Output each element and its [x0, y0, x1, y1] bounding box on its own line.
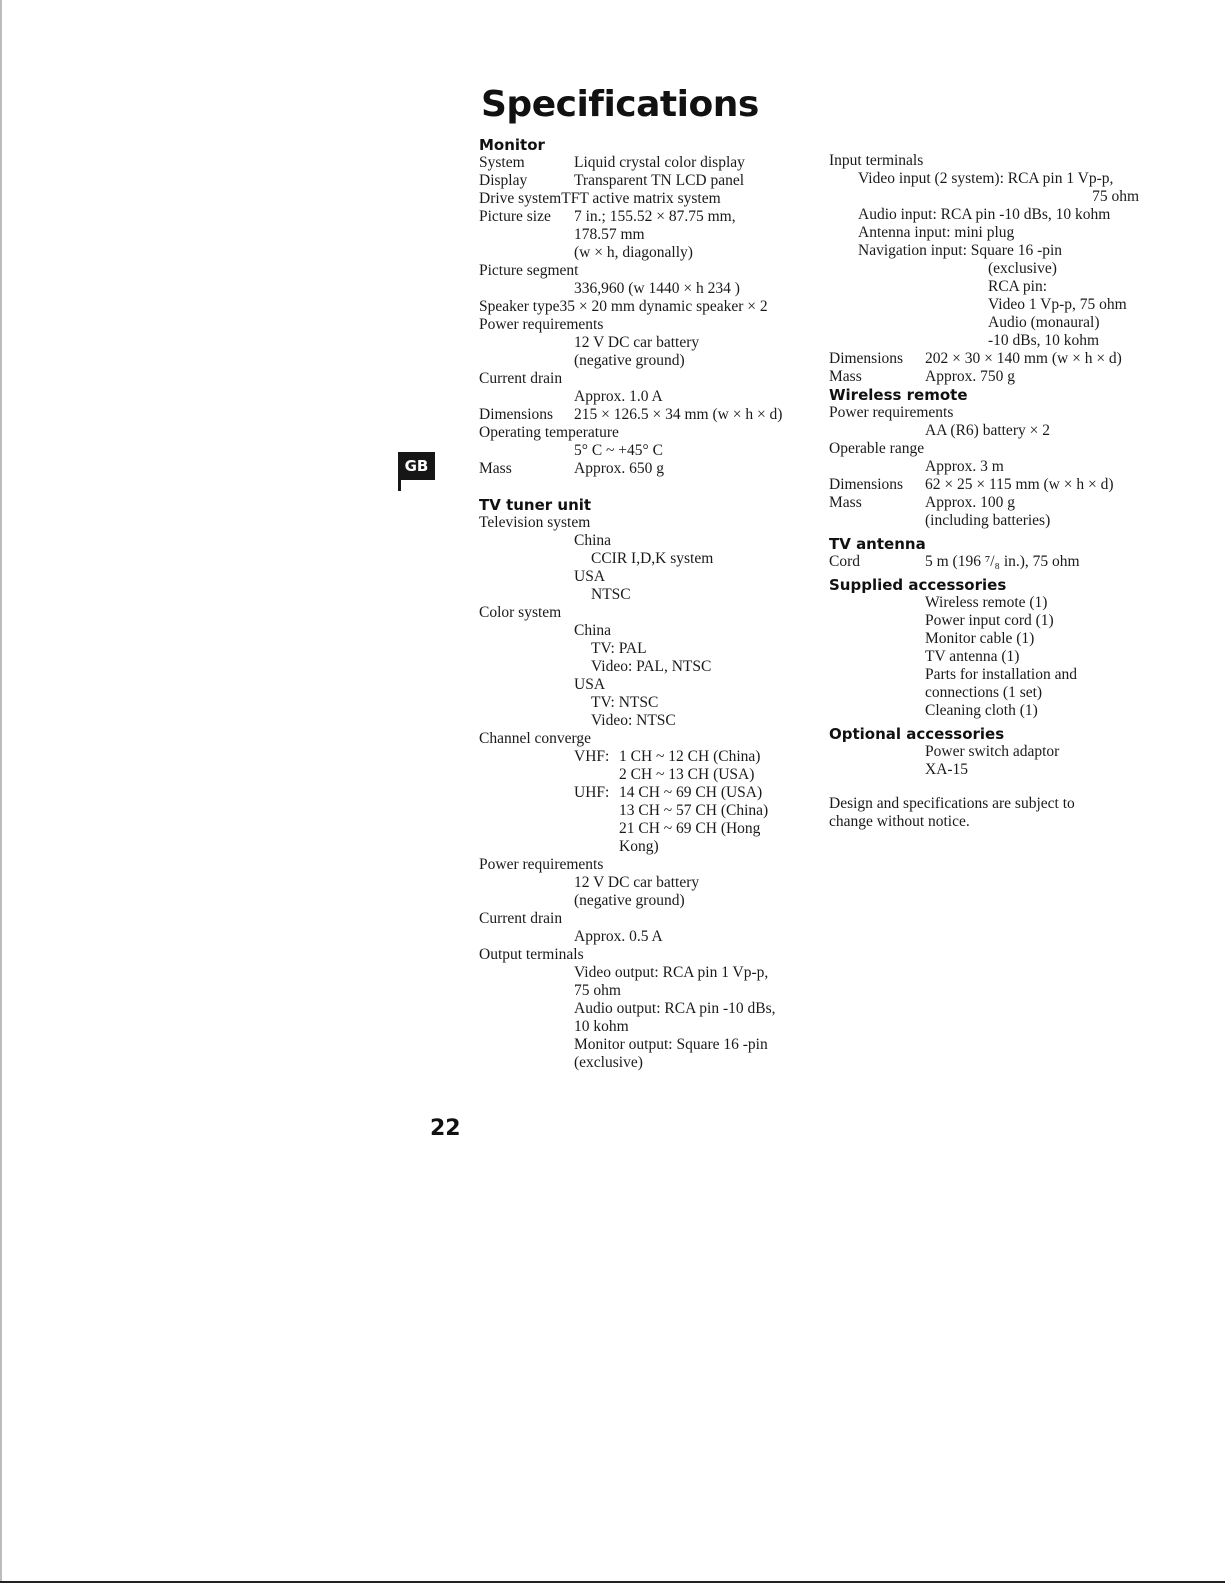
spec-value: Audio output: RCA pin -10 dBs, [574, 1000, 776, 1017]
supplied-heading: Supplied accessories [829, 576, 1007, 594]
right-column [829, 152, 1149, 831]
spec-row [479, 406, 824, 424]
spec-label: UHF: [574, 784, 610, 801]
spec-value: 10 kohm [574, 1018, 629, 1035]
spec-row [479, 154, 824, 172]
spec-value: Video 1 Vp-p, 75 ohm [988, 296, 1127, 313]
spec-label: Mass [479, 460, 512, 477]
spec-value: 13 CH ~ 57 CH (China) [619, 802, 769, 819]
spec-value: TV: PAL [591, 640, 647, 657]
spec-label: Operating temperature [479, 424, 619, 441]
list-item: Wireless remote (1) [925, 594, 1048, 611]
spec-row [829, 350, 1149, 368]
spec-value: 35 × 20 mm dynamic speaker × 2 [559, 298, 768, 315]
list-item: TV antenna (1) [925, 648, 1020, 665]
list-item: Monitor cable (1) [925, 630, 1035, 647]
spec-value: 7 in.; 155.52 × 87.75 mm, [574, 208, 736, 225]
spec-value: Approx. 650 g [574, 460, 664, 477]
monitor-heading: Monitor [479, 136, 545, 154]
spec-value: TFT active matrix system [561, 190, 721, 207]
spec-value: CCIR I,D,K system [591, 550, 714, 567]
spec-label: Television system [479, 514, 591, 531]
spec-label: Speaker type [479, 298, 560, 315]
spec-label: Dimensions [829, 476, 904, 493]
spec-label: Picture size [479, 208, 551, 225]
spec-value: Audio (monaural) [988, 314, 1100, 331]
spec-value: USA [574, 676, 606, 693]
spec-value: Liquid crystal color display [574, 154, 745, 171]
spec-label: Cord [829, 553, 860, 570]
spec-label: System [479, 154, 525, 171]
spec-value: NTSC [591, 586, 631, 603]
spec-value: 12 V DC car battery [574, 334, 700, 351]
spec-row [479, 748, 824, 766]
spec-value: Video: PAL, NTSC [591, 658, 712, 675]
spec-value: 21 CH ~ 69 CH (Hong [619, 820, 761, 837]
tuner-heading: TV tuner unit [479, 496, 592, 514]
spec-value: Approx. 100 g [925, 494, 1015, 511]
spec-row [479, 208, 824, 226]
spec-value: 12 V DC car battery [574, 874, 700, 891]
spec-row [829, 494, 1149, 512]
spec-value: Approx. 1.0 A [574, 388, 663, 405]
spec-label: Power requirements [479, 856, 604, 873]
spec-value: RCA pin: [988, 278, 1048, 295]
spec-label: Dimensions [479, 406, 554, 423]
list-item: Parts for installation and [925, 666, 1077, 683]
spec-value: (exclusive) [988, 260, 1057, 277]
spec-value: China [574, 532, 612, 549]
page-title: Specifications [481, 84, 759, 125]
spec-value: (negative ground) [574, 352, 685, 369]
page-left-edge [0, 0, 2, 1583]
spec-value: AA (R6) battery × 2 [925, 422, 1050, 439]
spec-row [829, 476, 1149, 494]
spec-value: 75 ohm [574, 982, 621, 999]
spec-value: 5° C ~ +45° C [574, 442, 663, 459]
spec-row [479, 298, 824, 316]
spec-value: 215 × 126.5 × 34 mm (w × h × d) [574, 406, 783, 423]
spec-row [479, 172, 824, 190]
spec-value: (negative ground) [574, 892, 685, 909]
spec-label: Picture segment [479, 262, 579, 279]
list-item: XA-15 [925, 761, 969, 778]
spec-label: Dimensions [829, 350, 904, 367]
spec-value: (exclusive) [574, 1054, 643, 1071]
spec-value: 14 CH ~ 69 CH (USA) [619, 784, 763, 801]
spec-value: 202 × 30 × 140 mm (w × h × d) [925, 350, 1122, 367]
spec-label: Output terminals [479, 946, 584, 963]
list-item: connections (1 set) [925, 684, 1043, 701]
language-tab: GB [398, 452, 435, 480]
spec-label: Power requirements [479, 316, 604, 333]
spec-label: VHF: [574, 748, 610, 765]
spec-value: 5 m (196 ⁷/₈ in.), 75 ohm [925, 553, 1080, 570]
spec-row [829, 368, 1149, 386]
spec-label: Drive system [479, 190, 562, 207]
spec-value: Audio input: RCA pin -10 dBs, 10 kohm [858, 206, 1111, 223]
spec-value: Antenna input: mini plug [858, 224, 1015, 241]
spec-row [829, 553, 1149, 571]
list-item: Power switch adaptor [925, 743, 1060, 760]
page-number: 22 [430, 1116, 461, 1141]
spec-value: Video input (2 system): RCA pin 1 Vp-p, [858, 170, 1114, 187]
spec-value: -10 dBs, 10 kohm [988, 332, 1100, 349]
spec-value: TV: NTSC [591, 694, 659, 711]
spec-row [479, 784, 824, 802]
spec-label: Current drain [479, 370, 563, 387]
spec-label: Power requirements [829, 404, 954, 421]
spec-label: Current drain [479, 910, 563, 927]
spec-label: Mass [829, 494, 862, 511]
remote-heading: Wireless remote [829, 386, 968, 404]
spec-value: Approx. 3 m [925, 458, 1004, 475]
spec-label: Operable range [829, 440, 925, 457]
spec-value: Video output: RCA pin 1 Vp-p, [574, 964, 769, 981]
spec-label: Color system [479, 604, 562, 621]
spec-value: Navigation input: Square 16 -pin [858, 242, 1063, 259]
spec-label: Channel converge [479, 730, 592, 747]
optional-heading: Optional accessories [829, 725, 1005, 743]
left-column [479, 136, 824, 1072]
spec-label: Mass [829, 368, 862, 385]
spec-value: 1 CH ~ 12 CH (China) [619, 748, 761, 765]
spec-value: 336,960 (w 1440 × h 234 ) [574, 280, 740, 297]
spec-value: Video: NTSC [591, 712, 676, 729]
spec-value: USA [574, 568, 606, 585]
spec-row [479, 460, 824, 478]
list-item: Cleaning cloth (1) [925, 702, 1038, 719]
spec-value: 62 × 25 × 115 mm (w × h × d) [925, 476, 1114, 493]
spec-value: Approx. 0.5 A [574, 928, 663, 945]
spec-value: Kong) [619, 838, 659, 855]
spec-value: 75 ohm [1092, 188, 1139, 205]
spec-label: Display [479, 172, 528, 189]
spec-row [479, 190, 824, 208]
list-item: Power input cord (1) [925, 612, 1054, 629]
spec-value: (including batteries) [925, 512, 1051, 529]
spec-value: 2 CH ~ 13 CH (USA) [619, 766, 755, 783]
notice-text: Design and specifications are subject to change without notice. [829, 795, 1075, 830]
spec-value: (w × h, diagonally) [574, 244, 693, 261]
spec-value: Approx. 750 g [925, 368, 1015, 385]
spec-value: Transparent TN LCD panel [574, 172, 745, 189]
spec-label: Input terminals [829, 152, 924, 169]
spec-value: 178.57 mm [574, 226, 645, 243]
spec-value: China [574, 622, 612, 639]
antenna-heading: TV antenna [829, 535, 926, 553]
spec-value: Monitor output: Square 16 -pin [574, 1036, 768, 1053]
